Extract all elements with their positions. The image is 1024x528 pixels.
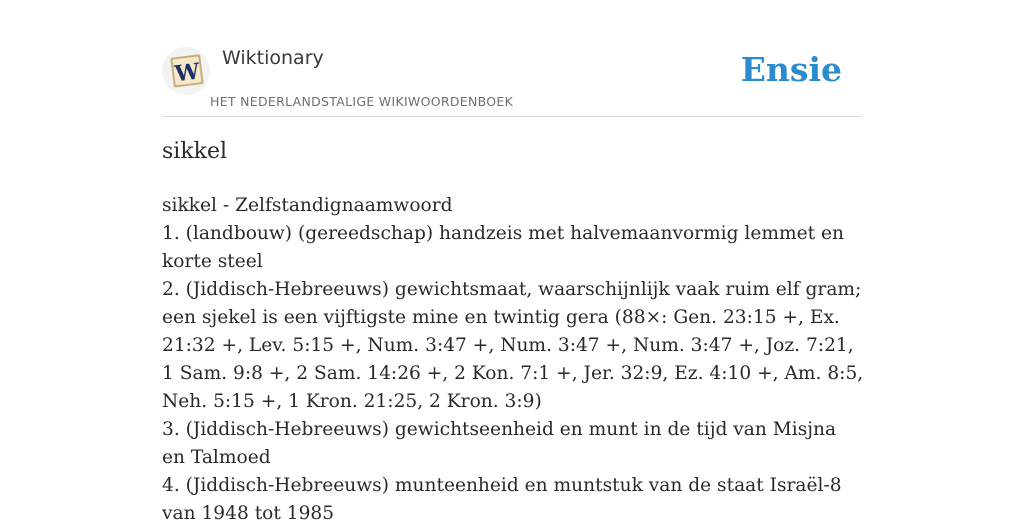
ensie-brand-link[interactable]: Ensie xyxy=(740,50,842,89)
definition-item: 3. (Jiddisch-Hebreeuws) gewichtseenheid en munt in de tijd van Misjna en Talmoed xyxy=(162,419,837,468)
site-name[interactable]: Wiktionary xyxy=(222,47,324,69)
svg-text:W: W xyxy=(173,58,202,88)
entry-heading: sikkel - Zelfstandignaamwoord xyxy=(162,195,453,216)
wiktionary-logo-icon[interactable] xyxy=(162,47,210,95)
definition-item: 2. (Jiddisch-Hebreeuws) gewichtsmaat, waarschijnlijk vaak ruim elf gram; een sjekel is een vijftigste mine en twintig gera (88×: Gen. 23:15 +, Ex. 21:32 +, Lev. 5:15 +, Num. 3:47 +, Num. 3:47 +, Num. 3:47 +, Joz. 7:21, 1 Sam. 9:8 +, 2 Sam. 14:26 +, 2 Kon. 7:1 +, Jer. 32:9, Ez. 4:10 +, Am. 8:5, Neh. 5:15 +, 1 Kron. 21:25, 2 Kron. 3:9) xyxy=(162,279,864,412)
definition-item: 1. (landbouw) (gereedschap) handzeis met halvemaanvormig lemmet en korte steel xyxy=(162,223,845,272)
site-header xyxy=(162,44,862,117)
entry-content xyxy=(162,192,864,528)
site-subtitle: HET NEDERLANDSTALIGE WIKIWOORDENBOEK xyxy=(210,94,514,109)
definition-item: 4. (Jiddisch-Hebreeuws) munteenheid en muntstuk van de staat Israël-8 van 1948 tot 1985 xyxy=(162,475,842,524)
page-title: sikkel xyxy=(162,139,228,164)
